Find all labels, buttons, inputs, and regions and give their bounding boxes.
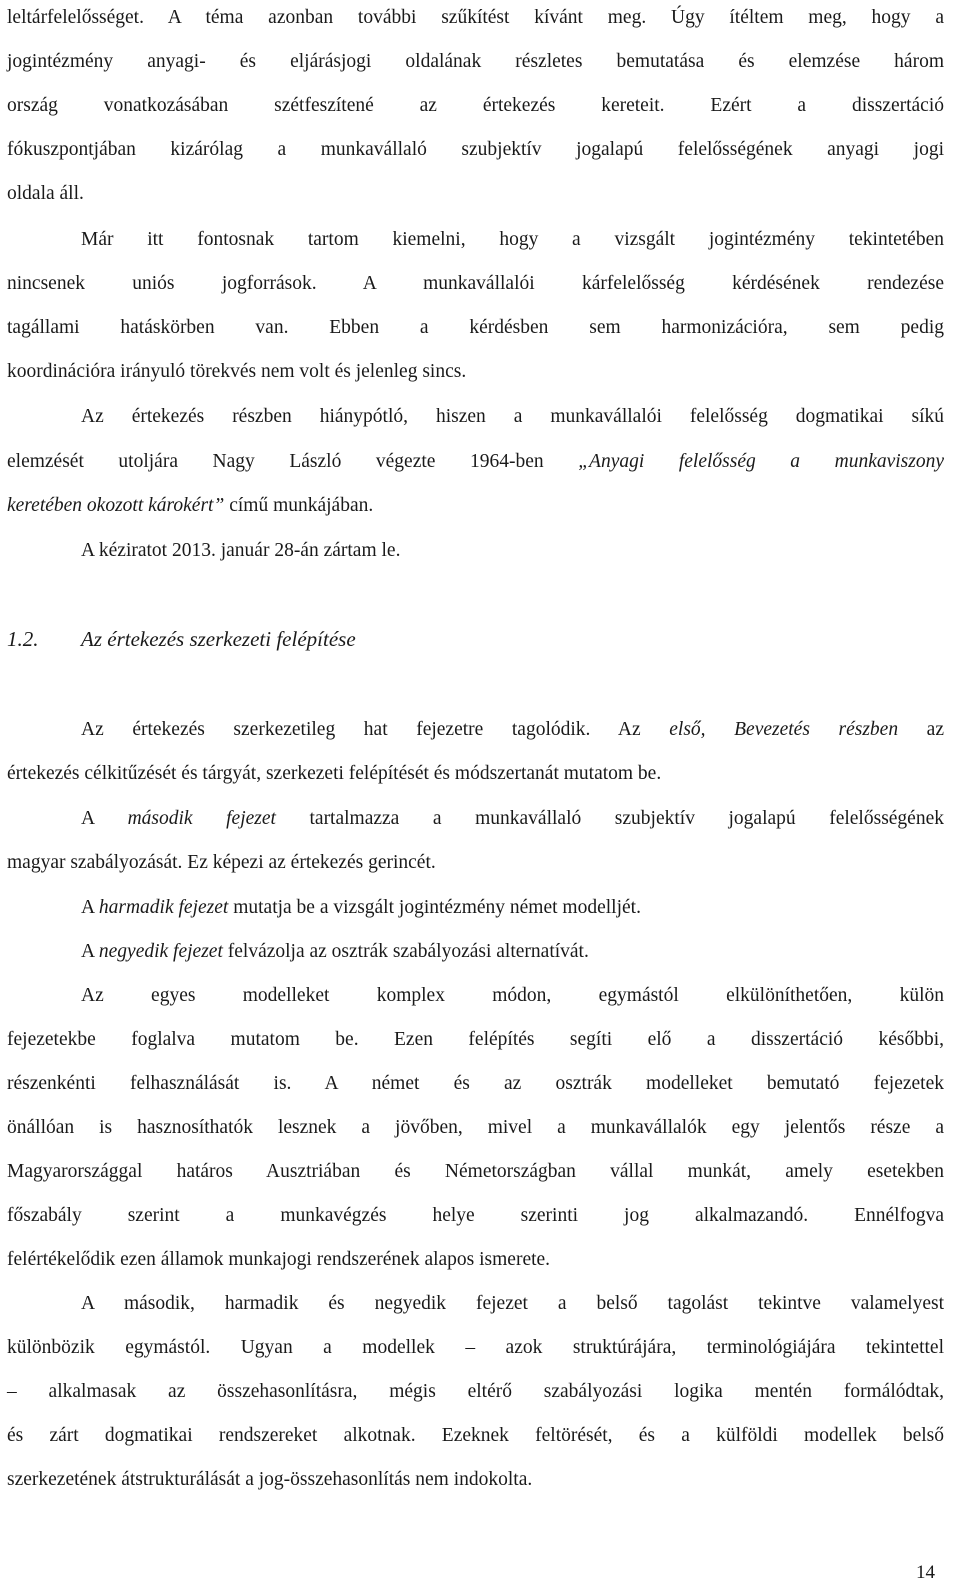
paragraph-1-line-2: jogintézmény anyagi- és eljárásjogi oldalának részletes bemutatása és elemzése három (7, 51, 944, 72)
paragraph-5-text-end: az (898, 719, 944, 740)
section-heading (7, 625, 356, 653)
paragraph-7-text-end: mutatja be a vizsgált jogintézmény német modelljét. (228, 897, 641, 918)
paragraph-10-line-2: különbözik egymástól. Ugyan a modellek – azok struktúrájára, terminológiájára tekintettel (7, 1337, 944, 1358)
paragraph-6-line-2: magyar szabályozását. Ez képezi az értekezés gerincét. (7, 852, 436, 873)
chapter-one-ref: első, Bevezetés részben (669, 719, 899, 740)
paragraph-2-line-2: nincsenek uniós jogforrások. A munkavállalói kárfelelősség kérdésének rendezése (7, 273, 944, 294)
paragraph-3-line-3 (7, 493, 944, 519)
paragraph-2-line-3: tagállami hatáskörben van. Ebben a kérdésben sem harmonizációra, sem pedig (7, 317, 944, 338)
paragraph-9-line-7: felértékelődik ezen államok munkajogi rendszerének alapos ismerete. (7, 1249, 551, 1270)
paragraph-1-line-5: oldala áll. (7, 183, 84, 204)
section-number: 1.2. (7, 627, 39, 651)
paragraph-9-line-6: főszabály szerint a munkavégzés helye szerinti jog alkalmazandó. Ennélfogva (7, 1205, 944, 1226)
paragraph-9-line-3: részenkénti felhasználását is. A német és az osztrák modelleket bemutató fejezetek (7, 1073, 944, 1094)
paragraph-8 (81, 939, 944, 965)
paragraph-3-text: elemzését utoljára Nagy László végezte 1964-ben (7, 451, 579, 472)
paragraph-9-line-2: fejezetekbe foglalva mutatom be. Ezen felépítés segíti elő a disszertáció későbbi, (7, 1029, 944, 1050)
chapter-four-ref: negyedik fejezet (98, 941, 223, 962)
paragraph-7 (81, 895, 944, 921)
paragraph-6-text-end: tartalmazza a munkavállaló szubjektív jogalapú felelősségének (275, 808, 944, 829)
chapter-three-ref: harmadik fejezet (98, 897, 229, 918)
cited-work-title-cont: keretében okozott károkért” (7, 495, 225, 516)
paragraph-6-text: A (81, 808, 128, 829)
chapter-two-ref: második fejezet (127, 808, 276, 829)
section-title: Az értekezés szerkezeti felépítése (81, 627, 356, 651)
paragraph-3-line-2 (7, 449, 944, 475)
paragraph-6-line-1 (81, 806, 944, 832)
paragraph-1-line-1: leltárfelelősséget. A téma azonban további szűkítést kívánt meg. Úgy ítéltem meg, hogy a (7, 7, 944, 28)
page-number: 14 (916, 1562, 935, 1583)
paragraph-5-text: Az értekezés szerkezetileg hat fejezetre tagolódik. Az (81, 719, 670, 740)
paragraph-10-line-1: A második, harmadik és negyedik fejezet a belső tagolást tekintve valamelyest (81, 1293, 944, 1314)
paragraph-1-line-4: fókuszpontjában kizárólag a munkavállaló szubjektív jogalapú felelősségének anyagi jogi (7, 139, 944, 160)
paragraph-9-line-4: önállóan is hasznosíthatók lesznek a jövőben, mivel a munkavállalók egy jelentős része a (7, 1117, 944, 1138)
paragraph-9-line-5: Magyarországgal határos Ausztriában és Németországban vállal munkát, amely esetekben (7, 1161, 944, 1182)
paragraph-1-line-3: ország vonatkozásában szétfeszítené az értekezés kereteit. Ezért a disszertáció (7, 95, 944, 116)
paragraph-8-text: A (81, 941, 99, 962)
paragraph-7-text: A (81, 897, 99, 918)
paragraph-8-text-end: felvázolja az osztrák szabályozási alternatívát. (222, 941, 589, 962)
paragraph-10-line-3: – alkalmasak az összehasonlításra, mégis eltérő szabályozási logika mentén formálódtak, (7, 1381, 944, 1402)
paragraph-3-text-end: című munkájában. (224, 495, 374, 516)
paragraph-2-line-4: koordinációra irányuló törekvés nem volt és jelenleg sincs. (7, 361, 467, 382)
paragraph-9-line-1: Az egyes modelleket komplex módon, egymástól elkülöníthetően, külön (81, 985, 944, 1006)
manuscript-closing-date: A kéziratot 2013. január 28-án zártam le. (81, 540, 401, 561)
paragraph-5-line-1 (81, 717, 944, 743)
paragraph-5-line-2: értekezés célkitűzését és tárgyát, szerkezeti felépítését és módszertanát mutatom be. (7, 763, 662, 784)
paragraph-2-line-1: Már itt fontosnak tartom kiemelni, hogy a vizsgált jogintézmény tekintetében (81, 229, 944, 250)
paragraph-10-line-4: és zárt dogmatikai rendszereket alkotnak. Ezeknek feltörését, és a külföldi modellek belső (7, 1425, 944, 1446)
paragraph-10-line-5: szerkezetének átstrukturálását a jog-összehasonlítás nem indokolta. (7, 1469, 533, 1490)
cited-work-title: „Anyagi felelősség a munkaviszony (578, 451, 945, 472)
paragraph-3-line-1: Az értekezés részben hiánypótló, hiszen a munkavállalói felelősség dogmatikai síkú (81, 406, 944, 427)
